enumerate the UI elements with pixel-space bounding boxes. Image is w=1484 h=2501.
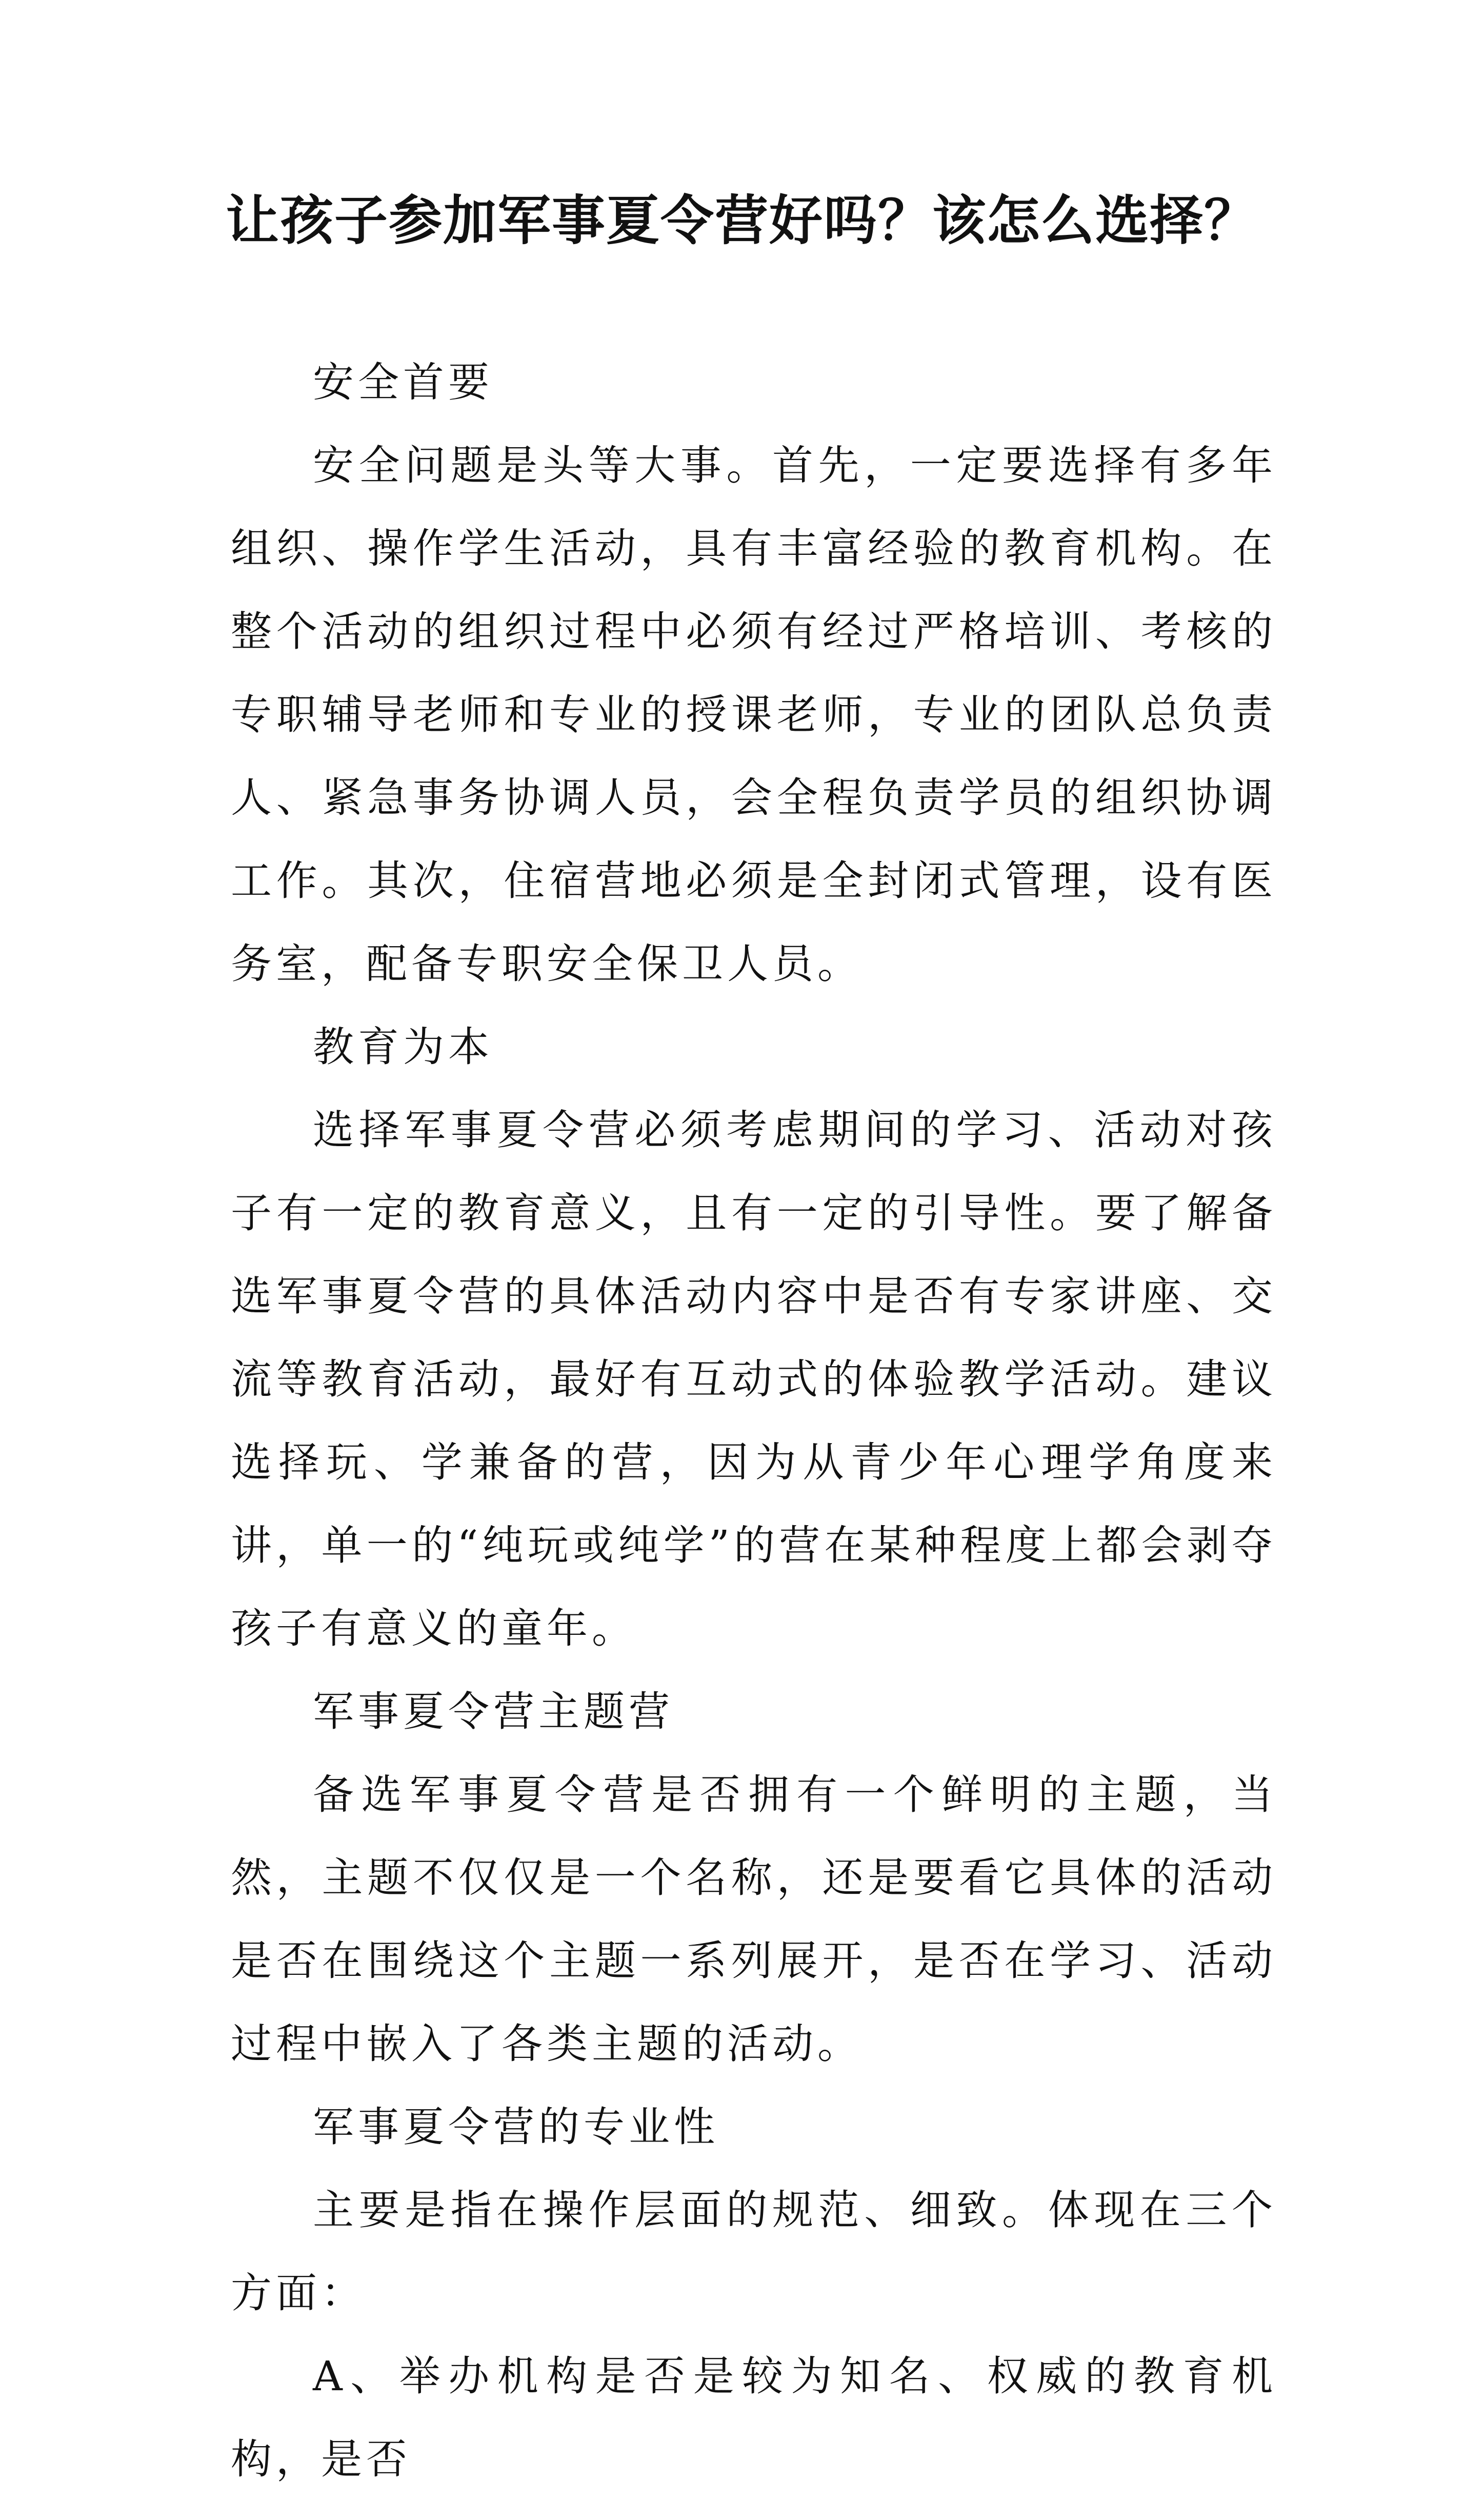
section-paragraph: 选择军事夏令营必须考虑期间的学习、活动对孩子有一定的教育意义，且有一定的引导性。要了解备选军事夏令营的具体活动内容中是否有专家讲座、交流等教育活动，最好有互动式的体验教学活动。建议选择玩、学兼备的营，因为从青少年心理学角度来讲，单一的“纯玩或纯学”的营在某种程度上都会剥夺孩子有意义的童年。 — [231, 1106, 1277, 1652]
document-title: 让孩子参加军事夏令营好吗？该怎么选择？ — [225, 189, 1258, 252]
document-body — [231, 341, 1277, 2501]
section-paragraph: 主要是指在操作层面的规范、细致。体现在三个方面： — [231, 2186, 1277, 2317]
section-heading: 教育为本 — [313, 1023, 493, 1071]
section-heading: 安全首要 — [313, 358, 493, 406]
section-heading: 军事夏令营主题营 — [313, 1688, 674, 1735]
trailing-line: A、举办机构是否是较为知名、权威的教育机构，是否 — [231, 2352, 1277, 2483]
section-paragraph: 安全问题是头等大事。首先，一定要选择有多年组织、操作学生活动，具有丰富经验的教育机构。在整个活动的组织过程中必须有经过严格培训、考核的专职辅导老师和专业的授课老师，专业的团队总负责人、紧急事务协调人员，会全程负责学员的组织协调工作。其次，住宿营地必须是全封闭式管理，设有医务室，配备专职安全保卫人员。 — [231, 442, 1277, 988]
section-heading: 军事夏令营的专业性 — [313, 2103, 719, 2151]
section-paragraph: 备选军事夏令营是否拥有一个鲜明的主题，当然，主题不仅仅是一个名称，还是要看它具体的活动是否在围绕这个主题一系列展开，是否在学习、活动过程中嵌入了各类主题的活动。 — [231, 1771, 1277, 2068]
